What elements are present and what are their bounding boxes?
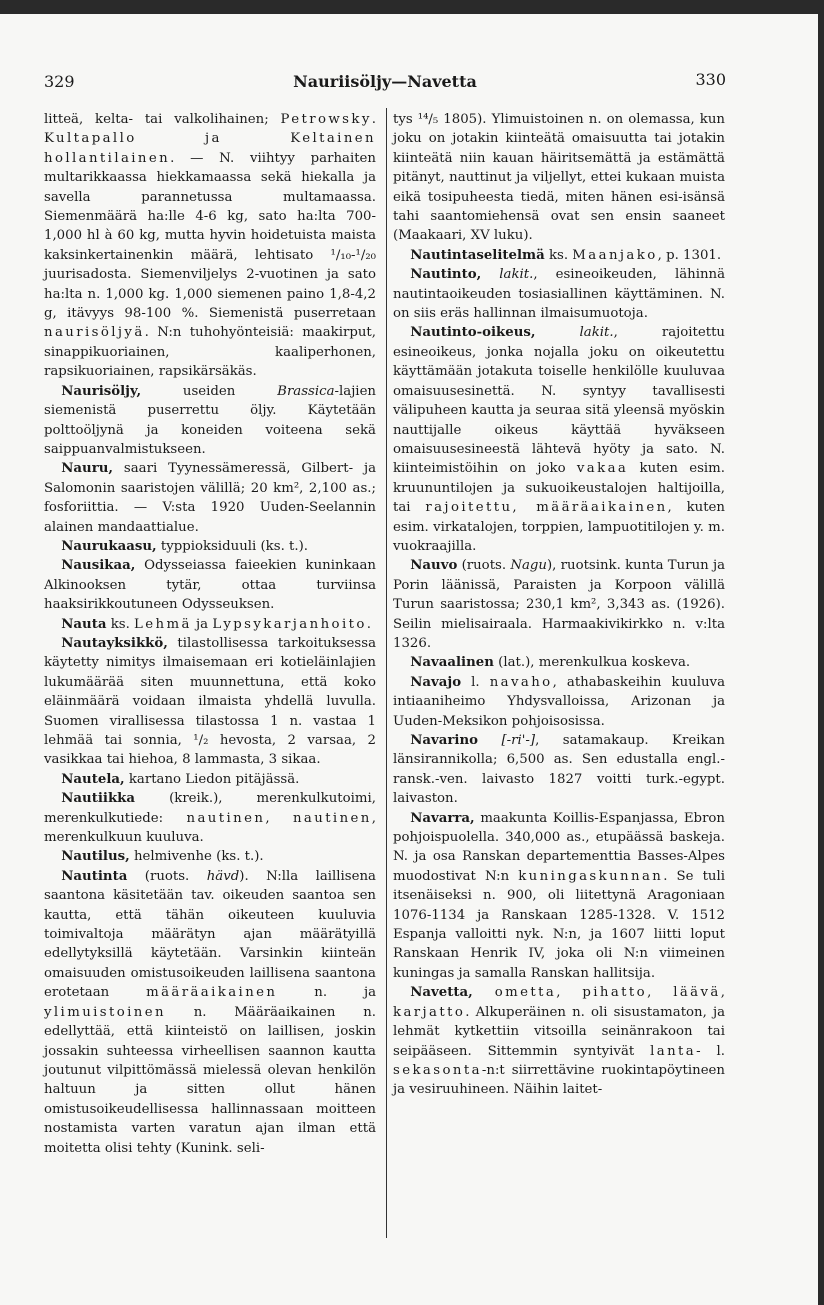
- entry-nauvo: Nauvo (ruots. Nagu), ruotsink. kunta Turun ja Porin läänissä, Paraisten ja Korpoon välillä Turun saaristossa; 230,1 km², 3,343 as. (1926). Seilin mielisairaala. Harmaakivikirkko n. v:lta 1326.: [393, 558, 726, 651]
- entry-naurisoljy: Naurisöljy, useiden Brassica-lajien siemenistä puserrettu öljy. Käytetään polttoöljynä ja koneiden voiteena sekä saippuanvalmistukseen.: [44, 383, 376, 457]
- entry-nautayksikko: Nautayksikkö, tilastollisessa tarkoituksessa käytetty nimitys ilmaisemaan eri kotieläinlajien lukumäärää siten muunnettuna, että koko eläinmäärä voidaan ilmaista yhdellä luvulla. Suomen virallisessa tilastossa 1 n. vastaa 1 lehmää tai sonnia, ¹/₂ hevosta, 2 varsaa, 2 vasikkaa tai hiehoa, 8 lammasta, 3 sikaa.: [44, 635, 376, 768]
- page-number-right: 330: [695, 70, 726, 89]
- right-column: [393, 110, 725, 1100]
- entry-nautintaselitelma: Nautintaselitelmä ks. Maanjako, p. 1301.: [410, 247, 722, 263]
- entry-navetta: Navetta, ometta, pihatto, läävä, karjatto. Alkuperäinen n. oli sisustamaton, ja lehmät kytkettiin vitsoilla seinänrakoon tai seipääseen. Sittemmin syntyivät lanta- l. sekasonta-n:t siirrettävine ruokintapöytineen ja vesiruuhineen. Näihin laitet-: [393, 985, 725, 1098]
- entry-continuation: litteä, kelta- tai valkolihainen; Petrowsky. Kultapallo ja Keltainen hollantilainen. — N. viihtyy parhaiten multarikkaassa hiekkamaassa sekä hiekalla ja savella parannetussa multamaassa. Siemenmäärä ha:lle 4-6 kg, sato ha:lta 700-1,000 hl à 60 kg, mutta hyvin hoidetuista maista kaksinkertainenkin määrä, lehtisato ¹/₁₀-¹/₂₀ juurisadosta. Siemenviljelys 2-vuotinen ja sato ha:lta n. 1,000 kg. 1,000 siemenen paino 1,8-4,2 g, itävyys 98-100 %. Siemenistä puserretaan naurisöljyä. N:n tuhohyönteisiä: maakirput, sinappikuoriainen, kaaliperhonen, rapsikuoriainen, rapsikärsäkäs.: [44, 112, 376, 380]
- entry-navarra: Navarra, maakunta Koillis-Espanjassa, Ebron pohjoispuolella. 340,000 as., etupäässä baskeja. N. ja osa Ranskan departementtia Basses-Alpes muodostivat N:n kuningaskunnan. Se tuli itsenäiseksi n. 900, oli liitettynä Aragoniaan 1076-1134 ja Ranskaan 1285-1328. V. 1512 Espanja valloitti nyk. N:n, ja 1607 liitti loput Ranskaan Henrik IV, joka oli N:n viimeinen kuningas ja samalla Ranskan hallitsija.: [393, 810, 726, 981]
- entry-nauta: Nauta ks. Lehmä ja Lypsykarjanhoito.: [61, 616, 371, 632]
- entry-nautiikka: Nautiikka (kreik.), merenkulkutoimi, merenkulkutiede: nautinen, nautinen, merenkulkuun kuuluva.: [44, 791, 376, 846]
- entry-continuation-right: tys ¹⁴/₅ 1805). Ylimuistoinen n. on olemassa, kun joku on jotakin kiinteätä omaisuutta tai jotakin kiinteätä niin kauan häiritsemättä ja estämättä pitänyt, nauttinut ja viljellyt, ettei kukaan muista eikä tosipuheesta tiedä, miten hänen esi-isänsä tahi saantomiehensä ovat sen ensin saaneet (Maakaari, XV luku).: [393, 112, 725, 244]
- entry-nautinto: Nautinto, lakit., esineoikeuden, lähinnä nautintaoikeuden tosiasiallinen käyttäminen. N. on siis eräs hallinnan ilmaisumuotoja.: [393, 267, 725, 322]
- running-title: Nauriisöljy—Navetta: [293, 72, 477, 91]
- page-number-left: 329: [44, 72, 75, 91]
- left-column: [44, 110, 376, 1158]
- entry-naurukaasu: Naurukaasu, typpioksiduuli (ks. t.).: [61, 538, 309, 554]
- entry-navarino: Navarino [-ri'-], satamakaup. Kreikan länsirannikolla; 6,500 as. Sen edustalla engl.-ransk.-ven. laivasto 1827 voitti turk.-egypt. laivaston.: [393, 733, 725, 807]
- entry-nauru: Nauru, saari Tyynessämeressä, Gilbert- ja Salomonin saaristojen välillä; 20 km², 2,100 as.; fosforiittia. — V:sta 1920 Uuden-Seelannin alainen mandaattialue.: [44, 461, 376, 535]
- entry-nautela: Nautela, kartano Liedon pitäjässä.: [61, 771, 300, 787]
- entry-nausikaa: Nausikaa, Odysseiassa faieekien kuninkaan Alkinooksen tytär, ottaa turviinsa haaksirikkoutuneen Odysseuksen.: [44, 558, 376, 613]
- entry-navaalinen: Navaalinen (lat.), merenkulkua koskeva.: [410, 655, 691, 671]
- column-divider: [386, 108, 387, 1238]
- page-header: [44, 72, 726, 96]
- entry-nautinta: Nautinta (ruots. hävd). N:lla laillisena saantona käsitetään tav. oikeuden saantoa sen kautta, että tähän oikeuteen kuuluvia toimivaltoja määrätyn ajan määrätyillä edellytyksillä käytetään. Varsinkin kiinteän omaisuuden omistusoikeuden laillisena saantona erotetaan määräaikainen n. ja ylimuistoinen n. Määräaikainen n. edellyttää, että kiinteistö on laillisen, joskin jossakin suhteessa virheellisen saannon kautta joutunut vilpittömässä mielessä olevan henkilön haltuun ja sitten ollut hänen omistusoikeudellisessa hallinnassaan moitteen nostamista varten varatun ajan ilman että moitetta olisi tehty (Kunink. seli-: [44, 868, 376, 1156]
- entry-nautilus: Nautilus, helmivenhe (ks. t.).: [61, 849, 264, 865]
- entry-nautinto-oikeus: Nautinto-oikeus, lakit., rajoitettu esineoikeus, jonka nojalla joku on oikeutettu käyttämään jotakuta toiselle henkilölle kuuluvaa omaisuusesinettä. N. syntyy tavallisesti välipuheen kautta ja seuraa sitä yleensä myöskin nauttijalle oikeus käyttää hyväkseen omaisuusesineestä lähtevä hyöty ja sato. N. kiinteimistöihin on joko vakaa kuten esim. kruununtilojen ja sukuoikeustalojen haltijoilla, tai rajoitettu, määräaikainen, kuten esim. virkatalojen, torppien, lampuotitilojen y. m. vuokraajilla.: [393, 325, 725, 554]
- scan-edge: [818, 0, 824, 1305]
- entry-navajo: Navajo l. navaho, athabaskeihin kuuluva intiaaniheimo Yhdysvalloissa, Arizonan ja Uuden-Meksikon pohjoisosissa.: [393, 674, 725, 729]
